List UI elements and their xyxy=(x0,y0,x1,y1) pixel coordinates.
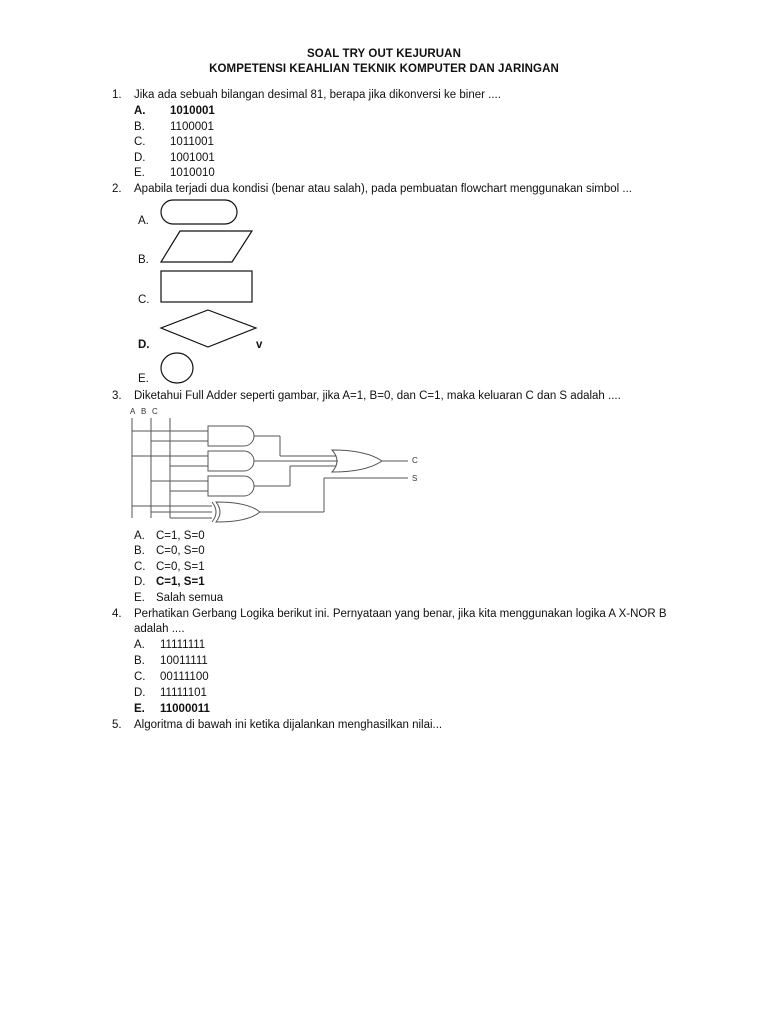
q2-number: 2. xyxy=(112,183,122,195)
q1-option-e-text: 1010010 xyxy=(170,167,215,179)
q1-number: 1. xyxy=(112,89,122,101)
q3-option-c-text: C=0, S=1 xyxy=(156,561,205,573)
q2-option-e-letter: E. xyxy=(138,373,149,385)
q1-option-a-letter: A. xyxy=(134,105,146,117)
q3-option-a-letter: A. xyxy=(134,530,145,542)
q1-option-d-letter: D. xyxy=(134,152,146,164)
parallelogram-symbol-icon xyxy=(160,230,254,264)
q3-option-e-letter: E. xyxy=(134,592,145,604)
q3-option-c-letter: C. xyxy=(134,561,146,573)
q4-option-d-letter: D. xyxy=(134,687,146,699)
q4-option-a-letter: A. xyxy=(134,639,145,651)
q3-text: Diketahui Full Adder seperti gambar, jika A=1, B=0, dan C=1, maka keluaran C dan S adalah .... xyxy=(134,390,621,402)
input-c-label: C xyxy=(152,407,158,416)
q1-text: Jika ada sebuah bilangan desimal 81, berapa jika dikonversi ke biner .... xyxy=(134,89,501,101)
q2-answer-mark: v xyxy=(256,339,263,351)
q2-option-d-letter: D. xyxy=(138,339,150,351)
diamond-symbol-icon xyxy=(160,309,258,349)
q4-option-d-text: 11111101 xyxy=(160,687,207,699)
exam-subtitle: KOMPETENSI KEAHLIAN TEKNIK KOMPUTER DAN JARINGAN xyxy=(209,63,559,75)
q1-option-b-letter: B. xyxy=(134,121,145,133)
q1-option-c-letter: C. xyxy=(134,136,146,148)
q3-option-d-text: C=1, S=1 xyxy=(156,576,205,588)
q4-option-e-text: 11000011 xyxy=(160,703,210,715)
q2-option-a-letter: A. xyxy=(138,215,149,227)
q3-option-a-text: C=1, S=0 xyxy=(156,530,205,542)
q1-option-a-text: 1010001 xyxy=(170,105,215,117)
q1-option-b-text: 1100001 xyxy=(170,121,214,133)
output-c-label: C xyxy=(412,456,418,465)
full-adder-circuit-diagram xyxy=(120,404,430,526)
terminator-symbol-icon xyxy=(160,199,240,227)
q3-option-e-text: Salah semua xyxy=(156,592,224,604)
q5-number: 5. xyxy=(112,719,122,731)
circle-symbol-icon xyxy=(160,352,196,386)
q2-option-c-letter: C. xyxy=(138,294,150,306)
input-b-label: B xyxy=(141,407,147,416)
q1-option-c-text: 1011001 xyxy=(170,136,214,148)
q3-option-b-text: C=0, S=0 xyxy=(156,545,205,557)
q1-option-e-letter: E. xyxy=(134,167,145,179)
q2-text: Apabila terjadi dua kondisi (benar atau salah), pada pembuatan flowchart menggunakan simbol ... xyxy=(134,183,633,195)
q4-option-b-text: 10011111 xyxy=(160,655,208,667)
q4-option-b-letter: B. xyxy=(134,655,145,667)
q4-option-c-text: 00111100 xyxy=(160,671,209,683)
q4-option-e-letter: E. xyxy=(134,703,145,715)
q2-option-b-letter: B. xyxy=(138,254,149,266)
input-a-label: A xyxy=(130,407,136,416)
q3-option-b-letter: B. xyxy=(134,545,145,557)
q5-text: Algoritma di bawah ini ketika dijalankan menghasilkan nilai... xyxy=(134,719,443,731)
q4-text-line2: adalah .... xyxy=(134,623,185,635)
q3-number: 3. xyxy=(112,390,122,402)
q3-option-d-letter: D. xyxy=(134,576,146,588)
q4-text-line1: Perhatikan Gerbang Logika berikut ini. Pernyataan yang benar, jika kita menggunakan logika A X-NOR B xyxy=(134,608,667,620)
q1-option-d-text: 1001001 xyxy=(170,152,215,164)
q4-option-a-text: 11111111 xyxy=(160,639,206,651)
q4-option-c-letter: C. xyxy=(134,671,146,683)
rectangle-symbol-icon xyxy=(160,270,254,304)
output-s-label: S xyxy=(412,474,418,483)
q4-number: 4. xyxy=(112,608,122,620)
exam-title: SOAL TRY OUT KEJURUAN xyxy=(307,48,461,60)
